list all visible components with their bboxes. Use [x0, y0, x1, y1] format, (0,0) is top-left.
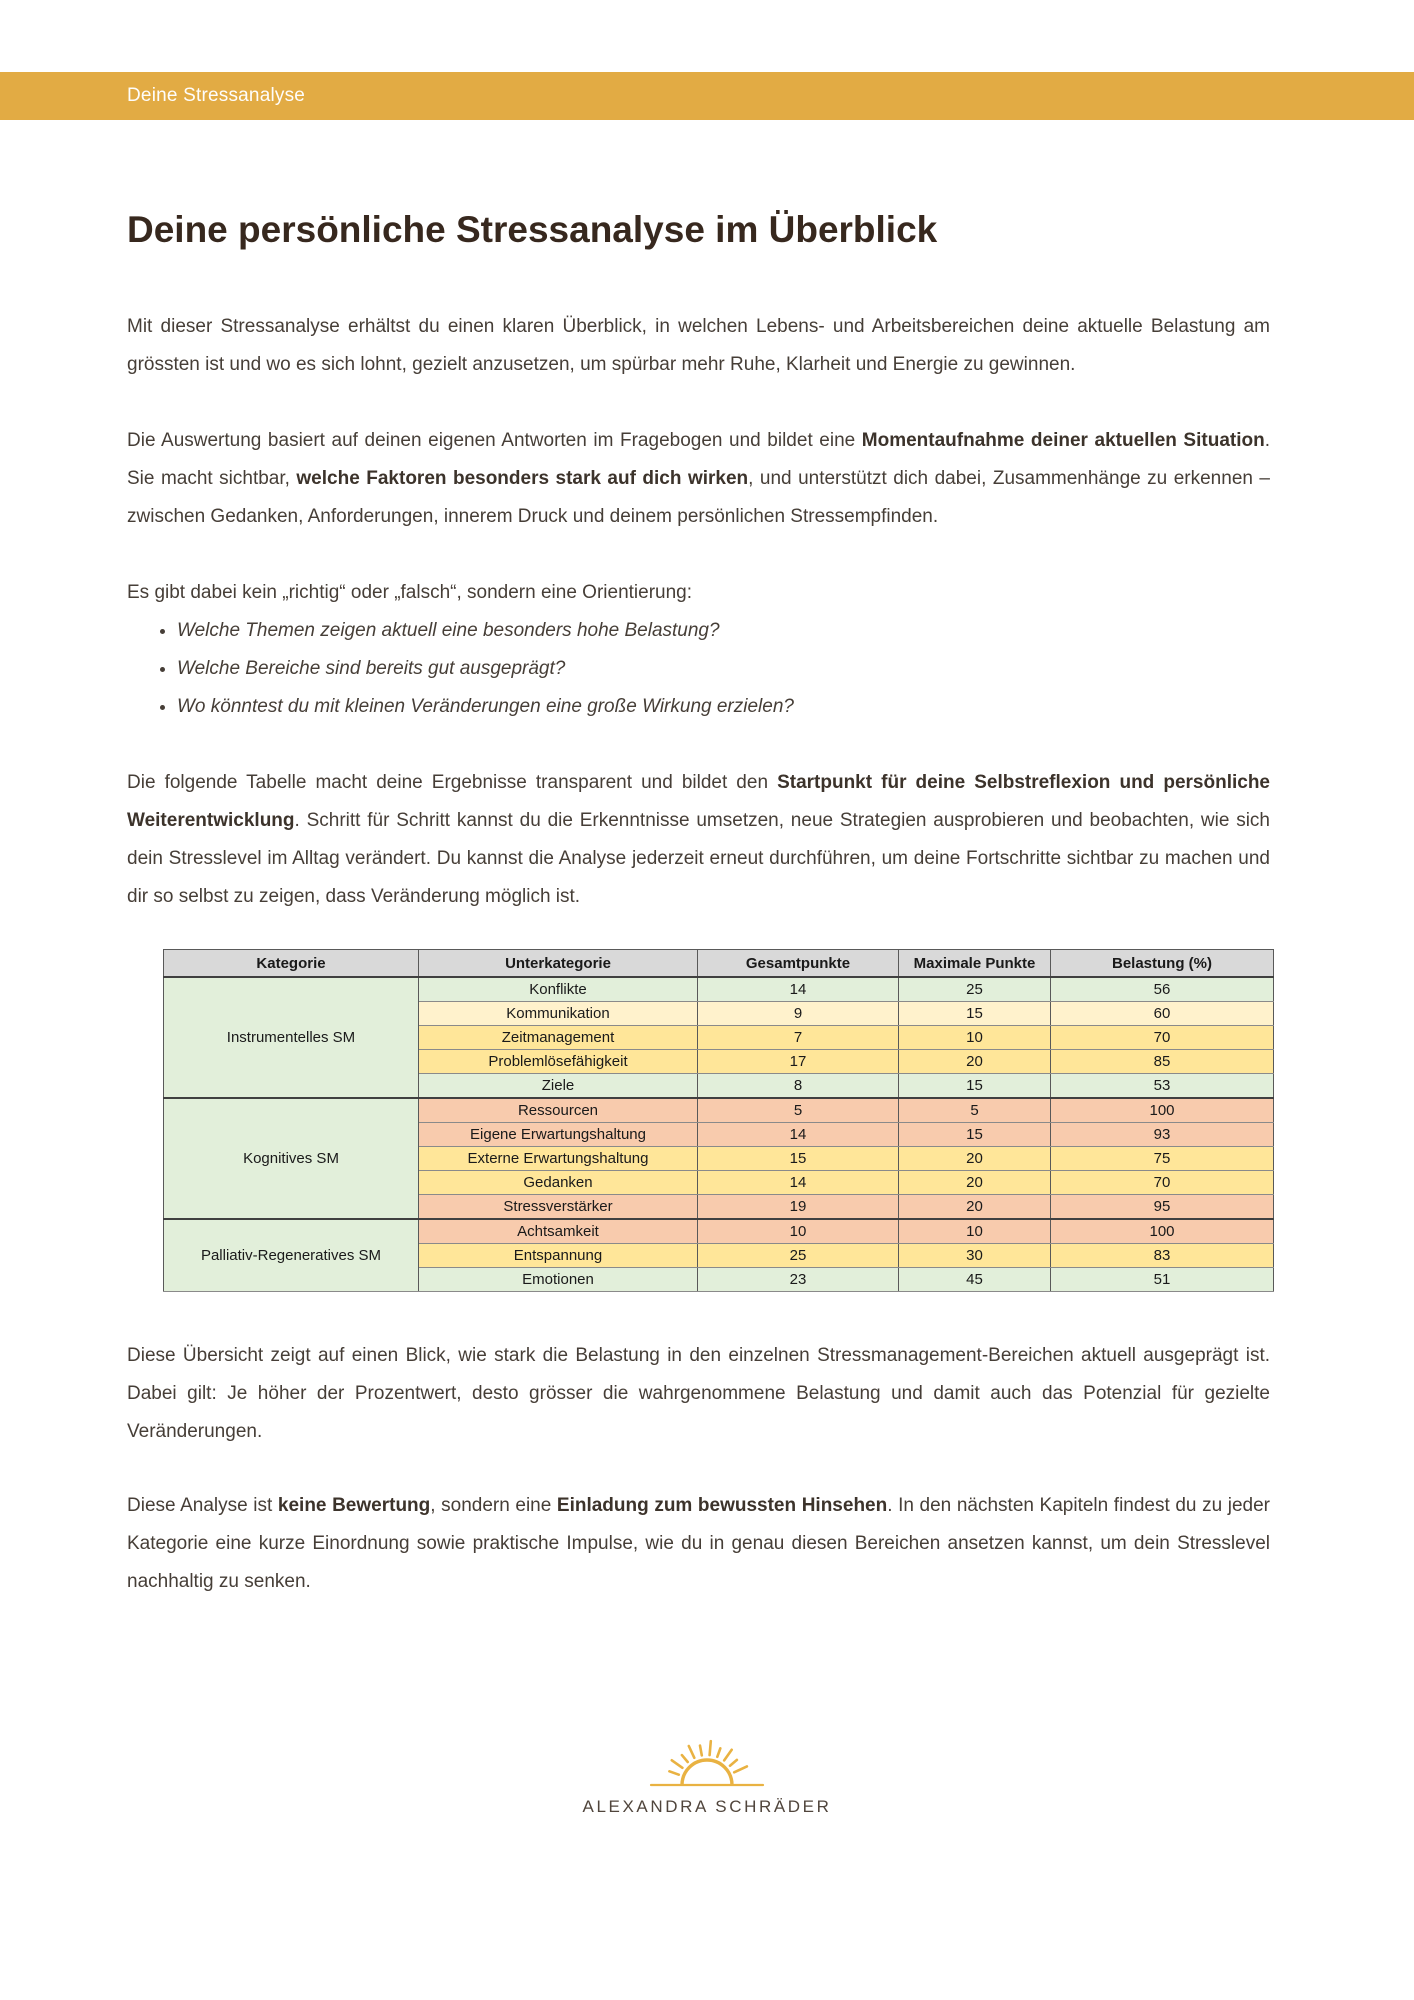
paragraph-analysis-basis	[127, 422, 1270, 536]
text-run: Die Auswertung basiert auf deinen eigenen Antworten im Fragebogen und bildet eine	[127, 430, 862, 451]
page-content	[0, 208, 1414, 1601]
percent-cell: 100	[1051, 1098, 1274, 1123]
paragraph-table-intro	[127, 764, 1270, 916]
category-cell: Kognitives SM	[164, 1098, 419, 1219]
points-cell: 23	[698, 1268, 899, 1292]
page-title: Deine persönliche Stressanalyse im Überblick	[127, 209, 938, 250]
text-run-bold: keine Bewertung	[277, 1495, 431, 1516]
max-points-cell: 20	[899, 1195, 1051, 1220]
percent-cell: 53	[1051, 1074, 1274, 1099]
list-item: • Welche Themen zeigen aktuell eine besonders hohe Belastung?	[177, 612, 1270, 650]
points-cell: 17	[698, 1050, 899, 1074]
text-run: Diese Übersicht zeigt auf einen Blick, wie stark die Belastung in den einzelnen Stressmanagement-Bereichen aktuell ausgeprägt ist. Dabei gilt: Je höher der Prozentwert, desto grösser die wahrgenommene Belastung und damit auch das Potenzial für gezielte Veränderungen.	[127, 1345, 1270, 1442]
paragraph-orientation-intro	[127, 574, 1270, 612]
subcategory-cell: Zeitmanagement	[419, 1026, 698, 1050]
text-run-bold: Momentaufnahme deiner aktuellen Situation	[861, 430, 1265, 451]
subcategory-cell: Stressverstärker	[419, 1195, 698, 1220]
points-cell: 19	[698, 1195, 899, 1220]
max-points-cell: 10	[899, 1219, 1051, 1244]
max-points-cell: 15	[899, 1123, 1051, 1147]
orientation-bullet-list	[127, 612, 1270, 726]
category-cell: Palliativ-Regeneratives SM	[164, 1219, 419, 1292]
max-points-cell: 5	[899, 1098, 1051, 1123]
subcategory-cell: Emotionen	[419, 1268, 698, 1292]
text-run: Es gibt dabei kein „richtig“ oder „falsch“, sondern eine Orientierung:	[127, 582, 693, 603]
column-header-kategorie: Kategorie	[164, 950, 419, 978]
paragraph-closing	[127, 1487, 1270, 1601]
subcategory-cell: Ressourcen	[419, 1098, 698, 1123]
percent-cell: 85	[1051, 1050, 1274, 1074]
list-item: • Welche Bereiche sind bereits gut ausgeprägt?	[177, 650, 1270, 688]
text-run: Mit dieser Stressanalyse erhältst du einen klaren Überblick, in welchen Lebens- und Arbeitsbereichen deine aktuelle Belastung am grössten ist und wo es sich lohnt, gezielt anzusetzen, um spürbar mehr Ruhe, Klarheit und Energie zu gewinnen.	[127, 316, 1270, 375]
percent-cell: 93	[1051, 1123, 1274, 1147]
points-cell: 8	[698, 1074, 899, 1099]
subcategory-cell: Kommunikation	[419, 1002, 698, 1026]
subcategory-cell: Entspannung	[419, 1244, 698, 1268]
subcategory-cell: Konflikte	[419, 977, 698, 1002]
column-header-belastung: Belastung (%)	[1051, 950, 1274, 978]
column-header-unterkategorie: Unterkategorie	[419, 950, 698, 978]
max-points-cell: 15	[899, 1074, 1051, 1099]
page-footer	[0, 1733, 1414, 1817]
percent-cell: 60	[1051, 1002, 1274, 1026]
text-run: , sondern eine	[430, 1495, 557, 1516]
points-cell: 7	[698, 1026, 899, 1050]
points-cell: 5	[698, 1098, 899, 1123]
subcategory-cell: Problemlösefähigkeit	[419, 1050, 698, 1074]
points-cell: 15	[698, 1147, 899, 1171]
max-points-cell: 20	[899, 1171, 1051, 1195]
max-points-cell: 15	[899, 1002, 1051, 1026]
paragraph-overview	[127, 308, 1270, 384]
points-cell: 14	[698, 977, 899, 1002]
header-bar-label: Deine Stressanalyse	[127, 85, 306, 106]
column-header-gesamtpunkte: Gesamtpunkte	[698, 950, 899, 978]
points-cell: 14	[698, 1123, 899, 1147]
points-cell: 10	[698, 1219, 899, 1244]
category-cell: Instrumentelles SM	[164, 977, 419, 1098]
max-points-cell: 20	[899, 1050, 1051, 1074]
subcategory-cell: Ziele	[419, 1074, 698, 1099]
points-cell: 25	[698, 1244, 899, 1268]
percent-cell: 51	[1051, 1268, 1274, 1292]
percent-cell: 100	[1051, 1219, 1274, 1244]
paragraph-table-explanation	[127, 1337, 1270, 1451]
max-points-cell: 20	[899, 1147, 1051, 1171]
table-row	[164, 977, 1274, 1002]
percent-cell: 70	[1051, 1171, 1274, 1195]
list-item: • Wo könntest du mit kleinen Veränderungen eine große Wirkung erzielen?	[177, 688, 1270, 726]
text-run-bold: welche Faktoren besonders stark auf dich wirken	[296, 468, 749, 489]
sun-icon	[647, 1733, 767, 1791]
page-header-bar	[0, 72, 1414, 120]
stress-analysis-table	[163, 949, 1274, 1292]
max-points-cell: 45	[899, 1268, 1051, 1292]
subcategory-cell: Gedanken	[419, 1171, 698, 1195]
text-run: . In den nächsten Kapiteln findest du zu jeder Kategorie eine kurze Einordnung sowie praktische Impulse, wie du in genau diesen Bereichen ansetzen kannst, um dein Stresslevel nachhaltig zu senken.	[127, 1495, 1271, 1592]
text-run: Diese Analyse ist	[127, 1495, 278, 1516]
percent-cell: 56	[1051, 977, 1274, 1002]
text-run: , und unterstützt dich dabei, Zusammenhänge zu erkennen – zwischen Gedanken, Anforderungen, innerem Druck und deinem persönlichen Stressempfinden.	[127, 468, 1270, 527]
text-run-bold: Startpunkt für deine Selbstreflexion und persönliche Weiterentwicklung	[127, 772, 1270, 831]
percent-cell: 70	[1051, 1026, 1274, 1050]
percent-cell: 83	[1051, 1244, 1274, 1268]
brand-name: ALEXANDRA SCHRÄDER	[582, 1797, 832, 1816]
table-header-row	[164, 950, 1274, 978]
subcategory-cell: Eigene Erwartungshaltung	[419, 1123, 698, 1147]
subcategory-cell: Externe Erwartungshaltung	[419, 1147, 698, 1171]
percent-cell: 95	[1051, 1195, 1274, 1220]
percent-cell: 75	[1051, 1147, 1274, 1171]
max-points-cell: 25	[899, 977, 1051, 1002]
max-points-cell: 30	[899, 1244, 1051, 1268]
table-row	[164, 1219, 1274, 1244]
column-header-maximale-punkte: Maximale Punkte	[899, 950, 1051, 978]
text-run: . Schritt für Schritt kannst du die Erkenntnisse umsetzen, neue Strategien ausprobieren und beobachten, wie sich dein Stresslevel im Alltag verändert. Du kannst die Analyse jederzeit erneut durchführen, um deine Fortschritte sichtbar zu machen und dir so selbst zu zeigen, dass Veränderung möglich ist.	[127, 810, 1270, 907]
text-run: Die folgende Tabelle macht deine Ergebnisse transparent und bildet den	[127, 772, 778, 793]
text-run: . Sie macht sichtbar,	[127, 430, 1270, 489]
points-cell: 9	[698, 1002, 899, 1026]
max-points-cell: 10	[899, 1026, 1051, 1050]
subcategory-cell: Achtsamkeit	[419, 1219, 698, 1244]
text-run-bold: Einladung zum bewussten Hinsehen	[556, 1495, 888, 1516]
table-row	[164, 1098, 1274, 1123]
points-cell: 14	[698, 1171, 899, 1195]
